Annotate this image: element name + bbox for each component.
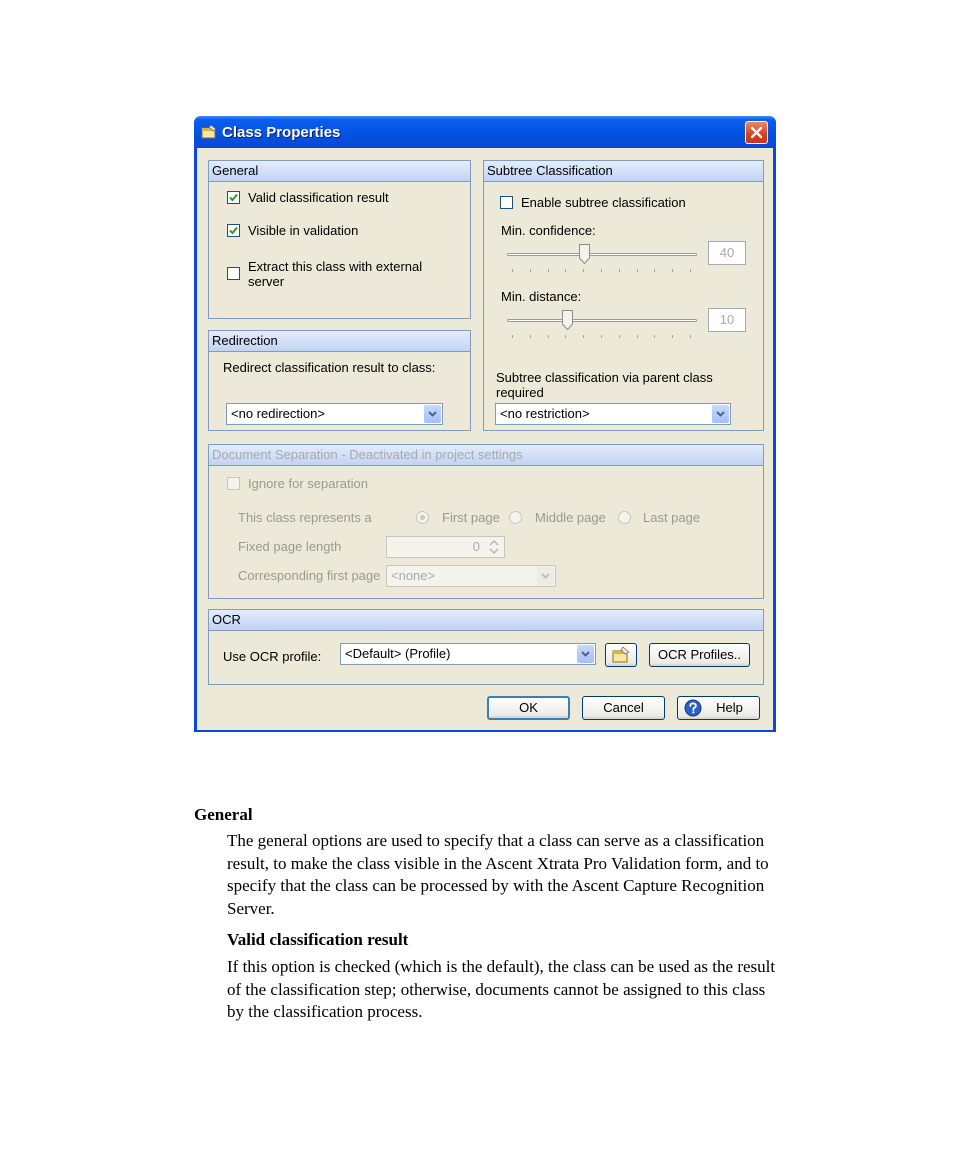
subtree-classification-group (483, 160, 764, 431)
redirect-label: Redirect classification result to class: (223, 360, 436, 375)
ocr-profiles-button[interactable]: OCR Profiles.. (649, 643, 750, 667)
chevron-down-icon (428, 411, 437, 417)
checkmark-icon (229, 226, 238, 235)
slider-tick (548, 335, 549, 338)
slider-tick (654, 335, 655, 338)
min-confidence-slider-thumb[interactable] (579, 244, 590, 264)
ocr-group (208, 609, 764, 685)
restriction-dropdown[interactable] (495, 403, 731, 425)
slider-tick (601, 335, 602, 338)
min-distance-track[interactable] (507, 319, 697, 322)
last-page-radio[interactable] (618, 511, 631, 524)
redirect-class-value: <no redirection> (231, 406, 325, 421)
fixed-length-label: Fixed page length (238, 539, 342, 554)
general-group-header: General (209, 161, 470, 182)
valid-classification-checkbox[interactable] (227, 191, 240, 204)
chevron-down-icon (541, 573, 550, 579)
ocr-group-header: OCR (209, 610, 763, 631)
extract-external-checkbox[interactable] (227, 267, 240, 280)
slider-tick (637, 335, 638, 338)
min-confidence-label: Min. confidence: (501, 223, 596, 238)
slider-tick (690, 269, 691, 272)
middle-page-label: Middle page (535, 510, 606, 525)
min-confidence-track[interactable] (507, 253, 697, 256)
min-distance-label: Min. distance: (501, 289, 582, 304)
dialog-title: Class Properties (222, 124, 341, 141)
checkmark-icon (229, 193, 238, 202)
slider-tick (583, 269, 584, 272)
min-distance-value[interactable]: 10 (708, 308, 746, 332)
last-page-label: Last page (643, 510, 701, 525)
first-page-label: First page (442, 510, 500, 525)
fixed-length-value: 0 (472, 539, 480, 554)
dropdown-button[interactable] (424, 405, 441, 423)
redirection-group (208, 330, 471, 431)
first-page-select-label: Corresponding first page (238, 568, 381, 583)
help-label: Help (716, 700, 743, 715)
enable-subtree-checkbox[interactable] (500, 196, 513, 209)
chevron-down-icon (716, 411, 725, 417)
slider-tick (530, 269, 531, 272)
help-button[interactable] (677, 696, 760, 720)
paragraph-line: by the classification process. (227, 1002, 423, 1021)
dropdown-button[interactable] (537, 567, 554, 585)
subheading-valid-classification: Valid classification result (227, 930, 409, 949)
valid-classification-paragraph (227, 956, 927, 1024)
dropdown-button[interactable] (577, 645, 594, 663)
first-page-radio[interactable] (416, 511, 429, 524)
ocr-profile-edit-button[interactable] (605, 643, 637, 667)
separation-group-header: Document Separation - Deactivated in project settings (209, 445, 763, 466)
paragraph-line: of the classification step; otherwise, documents cannot be assigned to this class (227, 979, 766, 999)
paragraph-line: result, to make the class visible in the Ascent Xtrata Pro Validation form, and to (227, 853, 769, 873)
min-distance-slider-thumb[interactable] (562, 310, 573, 330)
properties-icon (201, 125, 217, 139)
middle-page-radio[interactable] (509, 511, 522, 524)
subtree-group-header: Subtree Classification (484, 161, 763, 182)
slider-tick (672, 269, 673, 272)
slider-tick (512, 335, 513, 338)
ignore-separation-checkbox[interactable] (227, 477, 240, 490)
extract-external-label-line1: Extract this class with external (248, 259, 423, 274)
close-button[interactable] (745, 121, 768, 144)
slider-tick (530, 335, 531, 338)
paragraph-line: The general options are used to specify that a class can serve as a classification (227, 831, 765, 850)
help-icon (684, 699, 702, 717)
dropdown-button[interactable] (712, 405, 729, 423)
slider-tick (583, 335, 584, 338)
visible-in-validation-label: Visible in validation (248, 223, 359, 238)
paragraph-line: If this option is checked (which is the default), the class can be used as the result (227, 957, 776, 976)
cancel-button[interactable]: Cancel (582, 696, 665, 720)
slider-tick (637, 269, 638, 272)
section-heading-general: General (194, 805, 253, 824)
restriction-value: <no restriction> (500, 406, 590, 421)
class-properties-dialog (194, 116, 776, 732)
valid-classification-label: Valid classification result (248, 190, 389, 205)
slider-tick (601, 269, 602, 272)
ok-button[interactable]: OK (487, 696, 570, 720)
paragraph-line: specify that the class can be processed by with the Ascent Capture Recognition (227, 876, 765, 895)
ocr-profile-label: Use OCR profile: (223, 649, 322, 664)
slider-tick (690, 335, 691, 338)
title-bar[interactable] (194, 116, 776, 148)
close-icon (746, 122, 767, 143)
slider-tick (654, 269, 655, 272)
ocr-profile-value: <Default> (Profile) (345, 646, 451, 661)
parent-required-label-line2: required (496, 385, 544, 400)
ignore-separation-label: Ignore for separation (248, 476, 368, 491)
redirect-class-dropdown[interactable] (226, 403, 443, 425)
document-separation-group (208, 444, 764, 599)
first-page-value: <none> (391, 568, 436, 583)
slider-tick (548, 269, 549, 272)
slider-tick (619, 335, 620, 338)
redirection-group-header: Redirection (209, 331, 470, 352)
spinner-arrows-icon (488, 539, 500, 555)
parent-required-label-line1: Subtree classification via parent class (496, 370, 713, 385)
slider-tick (565, 335, 566, 338)
ocr-profile-dropdown[interactable] (340, 643, 596, 665)
visible-in-validation-checkbox[interactable] (227, 224, 240, 237)
properties-icon (612, 647, 630, 663)
slider-tick (619, 269, 620, 272)
slider-tick (512, 269, 513, 272)
general-group (208, 160, 471, 319)
slider-tick (672, 335, 673, 338)
fixed-length-spinner[interactable] (386, 536, 505, 558)
represents-label: This class represents a (238, 510, 372, 525)
chevron-down-icon (581, 651, 590, 657)
slider-tick (565, 269, 566, 272)
paragraph-line: Server. (227, 898, 275, 918)
extract-external-label-line2: server (248, 274, 285, 289)
min-confidence-value[interactable]: 40 (708, 241, 746, 265)
dialog-client-area (197, 148, 773, 730)
enable-subtree-label: Enable subtree classification (521, 195, 686, 210)
radio-selected-dot (420, 515, 425, 520)
general-paragraph (227, 830, 927, 920)
first-page-dropdown[interactable] (386, 565, 556, 587)
